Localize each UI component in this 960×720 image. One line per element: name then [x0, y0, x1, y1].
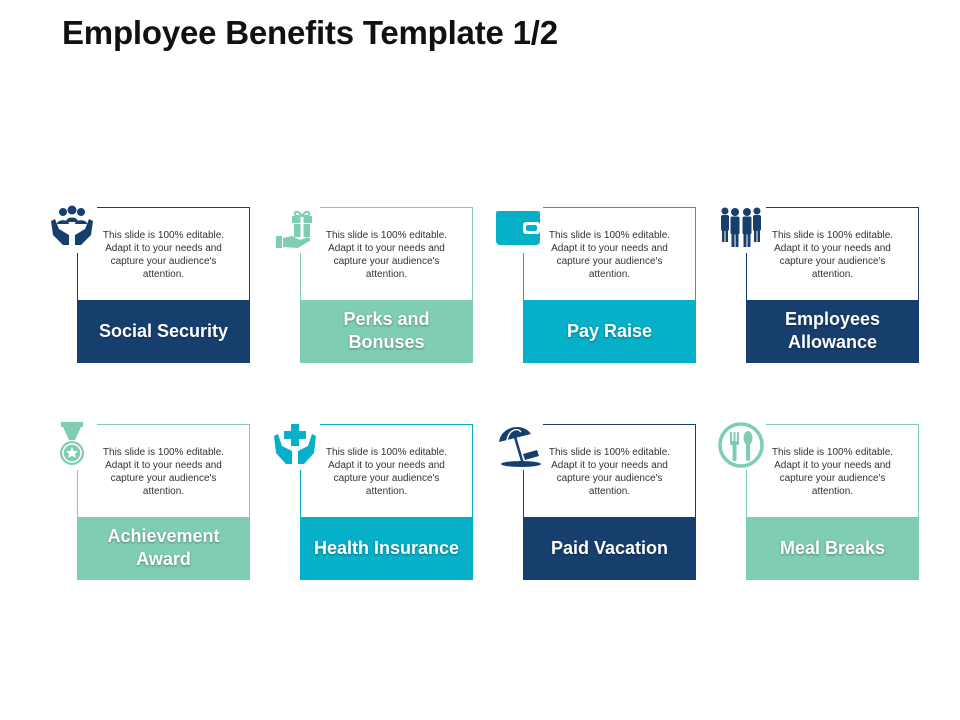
benefit-label-band: [78, 300, 249, 362]
plate-fork-spoon-icon: [716, 420, 766, 470]
benefit-description: This slide is 100% editable. Adapt it to your needs and capture your audience's attention.: [548, 230, 671, 280]
benefit-label-band: [747, 517, 918, 579]
hands-with-people-icon: [47, 203, 97, 253]
benefit-label: Employees Allowance: [784, 309, 881, 352]
benefit-card: [746, 207, 919, 363]
benefit-card: [77, 424, 250, 580]
benefit-card: [77, 207, 250, 363]
benefit-label-band: [301, 300, 472, 362]
benefit-label: Pay Raise: [566, 320, 653, 341]
gift-hand-icon: [270, 203, 320, 253]
benefit-label-band: [78, 517, 249, 579]
benefit-card: [523, 207, 696, 363]
benefit-card: [300, 207, 473, 363]
benefit-label: Social Security: [98, 320, 229, 341]
benefit-description: This slide is 100% editable. Adapt it to your needs and capture your audience's attention.: [325, 230, 448, 280]
benefit-description: This slide is 100% editable. Adapt it to your needs and capture your audience's attention.: [102, 447, 225, 497]
medal-icon: [47, 420, 97, 470]
benefit-label: Meal Breaks: [779, 537, 886, 558]
benefit-label: Achievement Award: [107, 526, 220, 569]
benefit-description: This slide is 100% editable. Adapt it to your needs and capture your audience's attention.: [325, 447, 448, 497]
benefit-label-band: [524, 517, 695, 579]
medical-cross-hands-icon: [270, 420, 320, 470]
benefit-label-band: [747, 300, 918, 362]
benefit-label: Perks and Bonuses: [343, 309, 430, 352]
benefit-label-band: [301, 517, 472, 579]
benefit-card: [300, 424, 473, 580]
benefit-description: This slide is 100% editable. Adapt it to your needs and capture your audience's attention.: [548, 447, 671, 497]
slide-title: Employee Benefits Template 1/2: [62, 14, 558, 51]
benefit-label-band: [524, 300, 695, 362]
benefit-description: This slide is 100% editable. Adapt it to your needs and capture your audience's attention.: [771, 447, 894, 497]
benefit-label: Health Insurance: [313, 537, 460, 558]
benefit-description: This slide is 100% editable. Adapt it to your needs and capture your audience's attention.: [771, 230, 894, 280]
benefit-card: [746, 424, 919, 580]
benefit-label: Paid Vacation: [550, 537, 669, 558]
benefit-card: [523, 424, 696, 580]
beach-umbrella-icon: [493, 420, 543, 470]
benefit-description: This slide is 100% editable. Adapt it to your needs and capture your audience's attention.: [102, 230, 225, 280]
wallet-icon: [493, 203, 543, 253]
group-of-people-icon: [716, 203, 766, 253]
